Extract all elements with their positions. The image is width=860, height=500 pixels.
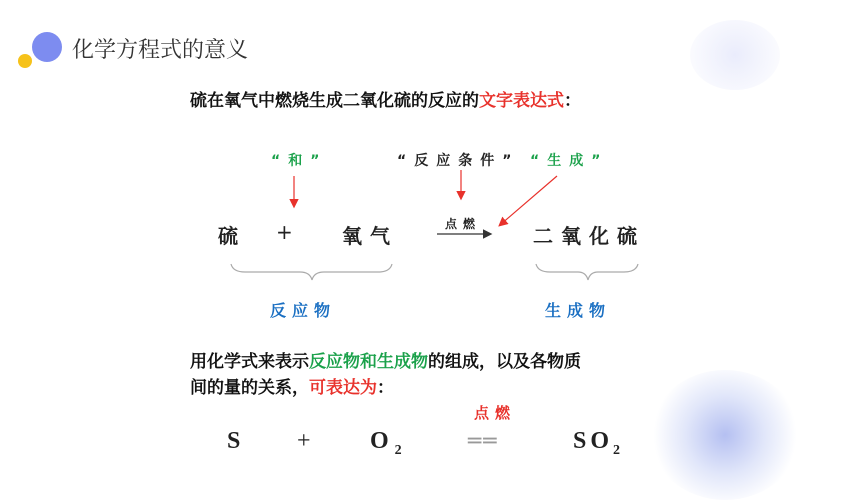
para-line2-prefix: 间的量的关系， [190,378,309,398]
word-plus-sign: + [276,220,293,244]
para-line1-suffix: 的组成，以及各物质 [428,352,581,372]
annotation-and: “和” [271,153,328,169]
chem-product-SO2-subscript: 2 [613,442,625,458]
arrow-produce-to-arrow [500,176,557,225]
chem-equals-sign: ══ [468,429,499,454]
word-reactant-sulfur: 硫 [218,224,246,248]
annotation-produce: “生成” [530,153,609,169]
intro-highlight: 文字表达式 [479,91,564,111]
products-brace [536,264,638,280]
intro-prefix: 硫在氧气中燃烧生成二氧化硫的反应的 [190,91,479,111]
chem-reactant-O2-symbol: O [370,428,389,454]
chem-product-SO2 [573,428,624,459]
para-line2-highlight: 可表达为 [309,378,377,398]
chem-product-SO2-symbol: SO [573,428,614,454]
page-title: 化学方程式的意义 [72,38,249,63]
chem-plus-sign: + [297,428,311,454]
chem-reactant-O2-subscript: 2 [394,442,402,458]
paragraph-line-2 [190,373,394,398]
para-line1-prefix: 用化学式来表示 [190,352,309,372]
products-label: 生成物 [545,301,612,320]
reactants-brace [231,264,392,280]
word-condition: 点燃 [445,217,482,231]
annotation-condition: “反应条件” [397,153,520,169]
word-reactant-oxygen: 氧气 [342,224,398,248]
chem-reactant-S: S [227,428,241,454]
para-line1-highlight: 反应物和生成物 [309,352,428,372]
para-line2-suffix: ： [377,378,394,398]
intro-suffix: ： [564,91,581,111]
word-product: 二氧化硫 [533,224,645,248]
chem-condition: 点燃 [474,404,517,422]
chem-reactant-O2 [370,428,402,459]
paragraph-line-1 [190,347,581,372]
reactants-label: 反应物 [270,301,337,320]
